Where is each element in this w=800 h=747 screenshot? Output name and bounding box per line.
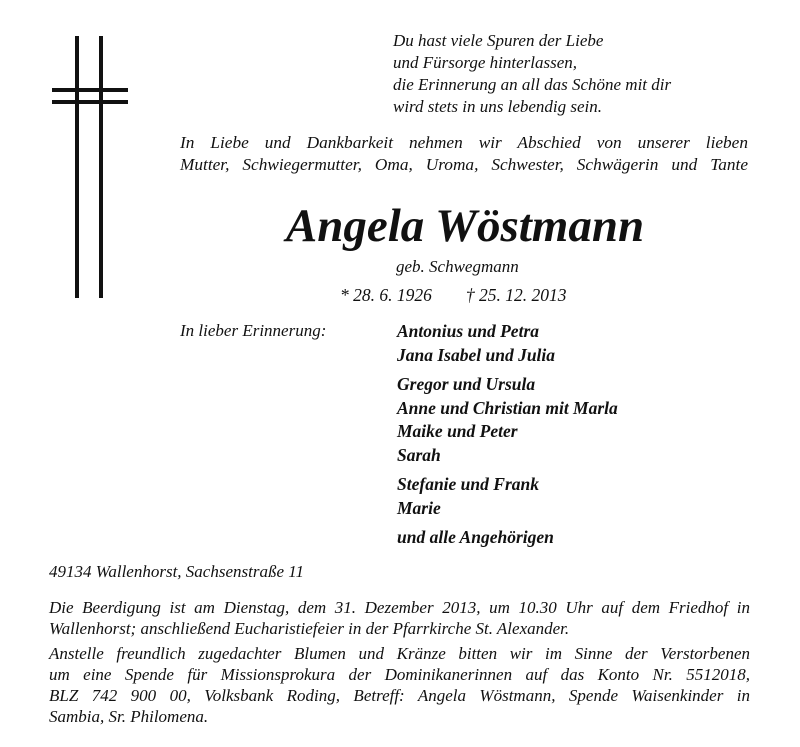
- funeral-line: Wallenhorst; anschließend Eucharistiefeier in der Pfarrkirche St. Alexander.: [49, 619, 570, 638]
- funeral-paragraph: [49, 597, 750, 639]
- mourner-group: [397, 526, 618, 550]
- mourner-name: Antonius und Petra: [397, 321, 539, 341]
- donation-line: Anstelle freundlich zugedachter Blumen und Kränze bitten wir im Sinne der Verstorbenen: [49, 644, 750, 663]
- mourner-name: Jana Isabel und Julia: [397, 344, 556, 365]
- poem-line: und Fürsorge hinterlassen,: [393, 53, 578, 72]
- cross-icon: [52, 36, 128, 298]
- address: 49134 Wallenhorst, Sachsenstraße 11: [49, 562, 304, 581]
- life-dates: [340, 284, 567, 306]
- funeral-line: Die Beerdigung ist am Dienstag, dem 31. Dezember 2013, um 10.30 Uhr auf dem Friedhof in: [49, 598, 750, 617]
- poem-line: wird stets in uns lebendig sein.: [393, 97, 603, 116]
- intro-line: In Liebe und Dankbarkeit nehmen wir Abschied von unserer lieben: [180, 133, 748, 152]
- mourner-group: [397, 373, 618, 467]
- deceased-name: Angela Wöstmann: [285, 200, 645, 252]
- mourner-group: [397, 473, 618, 520]
- donation-paragraph: [49, 643, 750, 727]
- mourner-name: und alle Angehörigen: [397, 527, 554, 547]
- mourners-list: [397, 320, 618, 556]
- mourner-name: Sarah: [397, 444, 441, 465]
- intro-text: [180, 132, 748, 176]
- poem: [393, 30, 671, 118]
- intro-line: Mutter, Schwiegermutter, Oma, Uroma, Schwester, Schwägerin und Tante: [180, 155, 748, 174]
- birth-name: geb. Schwegmann: [396, 257, 519, 276]
- birth-date: * 28. 6. 1926: [340, 285, 432, 305]
- mourner-group: [397, 320, 618, 367]
- death-date: † 25. 12. 2013: [465, 285, 567, 305]
- donation-line: Sambia, Sr. Philomena.: [49, 707, 209, 726]
- mourner-name: Marie: [397, 497, 441, 518]
- poem-line: die Erinnerung an all das Schöne mit dir: [393, 75, 672, 94]
- mourner-name: Gregor und Ursula: [397, 374, 536, 394]
- mourner-name: Maike und Peter: [397, 421, 518, 441]
- poem-line: Du hast viele Spuren der Liebe: [393, 31, 604, 50]
- mourners-label: In lieber Erinnerung:: [180, 321, 327, 340]
- mourner-name: Anne und Christian mit Marla: [397, 397, 618, 418]
- mourner-name: Stefanie und Frank: [397, 474, 539, 494]
- donation-line: BLZ 742 900 00, Volksbank Roding, Betreff: Angela Wöstmann, Spende Waisenkinder in: [49, 686, 750, 705]
- donation-line: um eine Spende für Missionsprokura der Dominikanerinnen auf das Konto Nr. 5512018,: [49, 665, 750, 684]
